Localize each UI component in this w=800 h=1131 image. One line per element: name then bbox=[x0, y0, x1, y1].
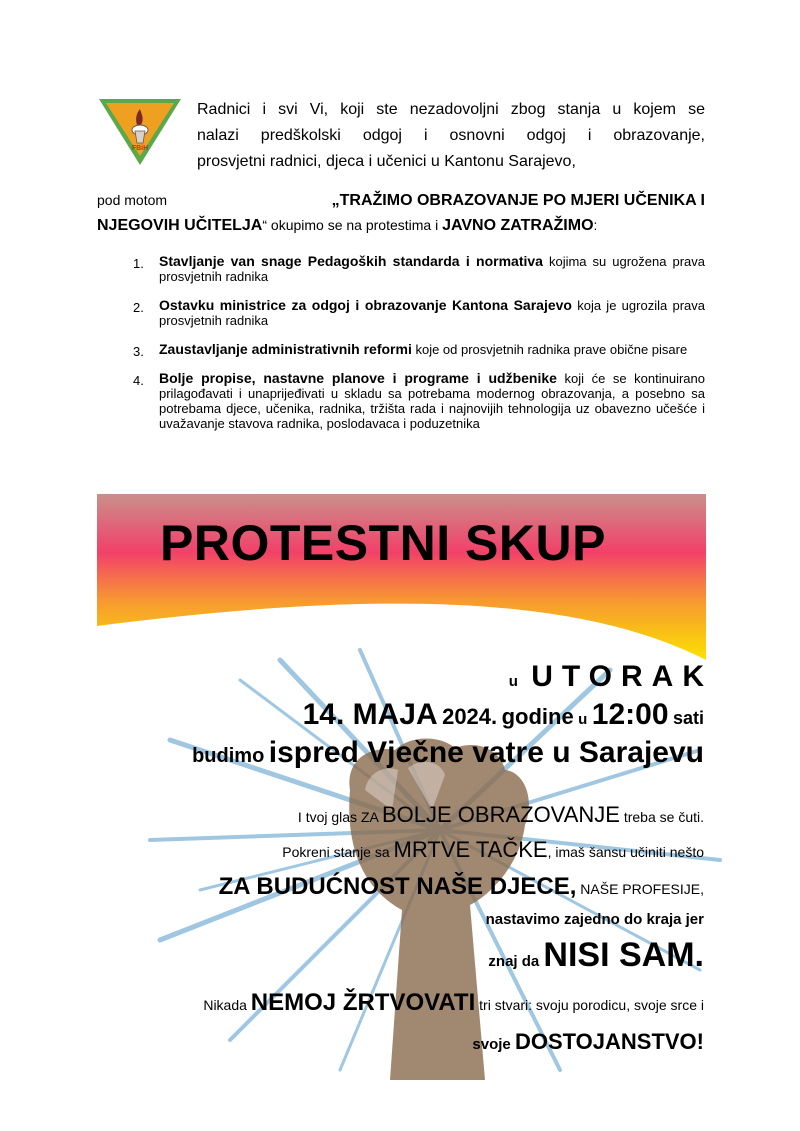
message-emphasis: NEMOJ ŽRTVOVATI bbox=[250, 989, 476, 1016]
motto-slogan: NJEGOVIH UČITELJA bbox=[97, 217, 263, 234]
message-emphasis: ZA BUDUĆNOST NAŠE DJECE, bbox=[218, 873, 577, 900]
message-emphasis: BOLJE OBRAZOVANJE bbox=[381, 802, 620, 827]
event-day-line bbox=[192, 660, 713, 694]
event-time: 12:00 bbox=[591, 698, 669, 731]
demand-number: 1. bbox=[133, 256, 144, 271]
demand-item bbox=[133, 342, 705, 357]
message-text: svoje bbox=[472, 1036, 515, 1053]
demand-number: 4. bbox=[133, 373, 144, 388]
demand-text: kojima su ugrožena prava prosvjetnih radnika bbox=[159, 254, 705, 284]
intro-line: Radnici i svi Vi, koji ste nezadovoljni zbog stanja u kojem se bbox=[197, 101, 705, 118]
message-line bbox=[84, 907, 704, 933]
message-text: NAŠE PROFESIJE, bbox=[576, 881, 704, 897]
message-emphasis: MRTVE TAČKE bbox=[393, 837, 548, 862]
motto-colon: : bbox=[593, 217, 598, 233]
event-year: 2024. bbox=[442, 704, 498, 729]
intro-line: prosvjetni radnici, djeca i učenici u Kantonu Sarajevo, bbox=[197, 153, 576, 170]
banner-title: PROTESTNI SKUP bbox=[160, 515, 606, 571]
demands-list bbox=[133, 254, 705, 445]
demand-item bbox=[133, 371, 705, 431]
motto-line bbox=[97, 188, 705, 213]
demand-text: koji će se kontinuirano prilagođavati i unaprijeđivati u skladu sa potrebama modernog obrazovanja, a posebno sa potrebama djece, učenika, radnika, tržišta rada i najnovijih tehnologija uz obavezno učešće i uvažavanje stavova radnika, poslodavaca i poduzetnika bbox=[159, 371, 705, 431]
event-place: ispred Vječne vatre u Sarajevu bbox=[268, 736, 704, 769]
motto-slogan: „TRAŽIMO OBRAZOVANJE PO MJERI UČENIKA I bbox=[331, 192, 705, 209]
demand-number: 3. bbox=[133, 344, 144, 359]
demand-title: Ostavku ministrice za odgoj i obrazovanje Kantona Sarajevo bbox=[159, 297, 572, 313]
event-day: UTORAK bbox=[531, 660, 713, 693]
motto-line bbox=[97, 213, 705, 238]
demand-title: Stavljanje van snage Pedagoških standarda i normativa bbox=[159, 253, 543, 269]
message-emphasis: NISI SAM. bbox=[543, 936, 704, 974]
message-text: tri stvari: svoju porodicu, svoje srce i bbox=[475, 997, 704, 1013]
message-text: znaj da bbox=[488, 953, 544, 970]
demand-text: koja je ugrozila prava prosvjetnih radnika bbox=[159, 298, 705, 328]
event-info bbox=[192, 660, 713, 770]
message-text: Nikada bbox=[203, 997, 251, 1013]
demand-title: Bolje propise, nastavne planove i programe i udžbenike bbox=[159, 370, 557, 386]
message-text: nastavimo zajedno do kraja jer bbox=[485, 911, 704, 928]
intro-paragraph bbox=[197, 97, 705, 175]
message-emphasis: DOSTOJANSTVO! bbox=[514, 1029, 704, 1054]
event-date: 14. MAJA bbox=[302, 698, 438, 731]
event-place-line bbox=[192, 736, 704, 770]
event-time-prefix: u bbox=[578, 711, 588, 728]
message-line bbox=[84, 1025, 704, 1062]
motto-paragraph bbox=[97, 188, 705, 238]
motto-demand-label: JAVNO ZATRAŽIMO bbox=[442, 217, 594, 234]
message-line bbox=[84, 800, 704, 833]
message-line bbox=[84, 833, 704, 870]
demand-item bbox=[133, 298, 705, 328]
demand-text: koje od prosvjetnih radnika prave obične pisare bbox=[411, 342, 688, 357]
message-block bbox=[84, 800, 704, 1062]
event-budimo: budimo bbox=[192, 745, 265, 767]
logo-text: FBiH bbox=[131, 145, 149, 152]
message-line bbox=[84, 933, 704, 984]
message-text: treba se čuti. bbox=[619, 809, 704, 825]
demand-number: 2. bbox=[133, 300, 144, 315]
demand-title: Zaustavljanje administrativnih reformi bbox=[159, 341, 412, 357]
demand-item bbox=[133, 254, 705, 284]
message-line bbox=[84, 870, 704, 907]
event-date-line bbox=[192, 698, 704, 732]
event-godine: godine bbox=[501, 704, 574, 729]
motto-middle: “ okupimo se na protestima i bbox=[262, 217, 443, 233]
message-text: Pokreni stanje sa bbox=[282, 844, 394, 860]
event-day-prefix: u bbox=[508, 673, 518, 690]
motto-prefix: pod motom bbox=[97, 192, 168, 208]
message-text: , imaš šansu učiniti nešto bbox=[547, 844, 704, 860]
message-line bbox=[84, 984, 704, 1025]
fbih-logo bbox=[97, 97, 183, 167]
event-sati: sati bbox=[672, 708, 704, 728]
intro-line: nalazi predškolski odgoj i osnovni odgoj i obrazovanje, bbox=[197, 127, 705, 144]
message-text: I tvoj glas ZA bbox=[297, 809, 382, 825]
